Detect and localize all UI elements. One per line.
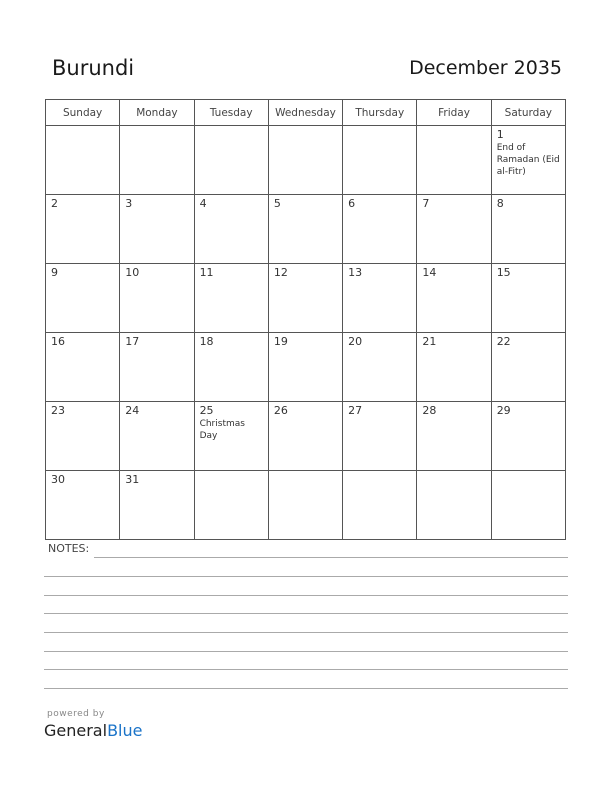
calendar-day-cell (194, 126, 268, 195)
weekday-friday: Friday (417, 100, 491, 126)
calendar-day-cell (268, 333, 342, 402)
calendar-day-cell (417, 333, 491, 402)
holiday-label: Christmas Day (199, 419, 245, 441)
day-number: 10 (125, 266, 140, 279)
day-number: 31 (125, 473, 140, 486)
powered-by-text: powered by (47, 709, 105, 719)
day-number: 5 (273, 197, 281, 210)
calendar-week-row (46, 126, 566, 195)
day-number: 18 (199, 335, 214, 348)
day-number: 15 (496, 266, 511, 279)
calendar-day-cell (194, 333, 268, 402)
calendar-day-cell (491, 471, 565, 540)
notes-line (44, 688, 568, 689)
day-number: 22 (496, 335, 511, 348)
weekday-monday: Monday (120, 100, 194, 126)
calendar-day-cell (194, 264, 268, 333)
calendar-day-cell (343, 195, 417, 264)
day-number: 17 (125, 335, 140, 348)
weekday-saturday: Saturday (491, 100, 565, 126)
calendar-day-cell (194, 195, 268, 264)
calendar-day-cell (46, 195, 120, 264)
calendar-day-cell (417, 471, 491, 540)
day-number: 29 (496, 404, 511, 417)
calendar-day-cell (491, 126, 565, 195)
notes-line (44, 613, 568, 614)
day-number: 11 (199, 266, 214, 279)
day-number: 30 (51, 473, 65, 486)
day-number: 14 (422, 266, 437, 279)
calendar-day-cell (491, 333, 565, 402)
calendar-week-row (46, 264, 566, 333)
day-number: 9 (51, 266, 58, 279)
day-number: 21 (422, 335, 437, 348)
calendar-day-cell (343, 471, 417, 540)
calendar-day-cell (46, 333, 120, 402)
calendar-country-title: Burundi (52, 56, 135, 80)
calendar-day-cell (120, 471, 194, 540)
notes-line (94, 557, 568, 558)
calendar-day-cell (343, 264, 417, 333)
calendar-day-cell (46, 402, 120, 471)
day-number: 23 (51, 404, 65, 417)
day-number: 13 (348, 266, 363, 279)
calendar-day-cell (120, 126, 194, 195)
brand-general-text: General (44, 721, 108, 740)
calendar-day-cell (343, 333, 417, 402)
calendar-day-cell (268, 402, 342, 471)
calendar-day-cell (120, 402, 194, 471)
day-number: 12 (273, 266, 288, 279)
day-number: 19 (273, 335, 288, 348)
calendar-day-cell (194, 402, 268, 471)
day-number: 28 (422, 404, 437, 417)
calendar-day-cell (417, 264, 491, 333)
calendar-day-cell (46, 126, 120, 195)
calendar-day-cell (417, 195, 491, 264)
calendar-day-cell (268, 195, 342, 264)
calendar-day-cell (46, 264, 120, 333)
calendar-day-cell (417, 402, 491, 471)
day-number: 16 (51, 335, 65, 348)
calendar-day-cell (268, 264, 342, 333)
day-number: 1 (496, 128, 504, 141)
calendar-week-row (46, 333, 566, 402)
weekday-wednesday: Wednesday (268, 100, 342, 126)
day-number: 27 (348, 404, 363, 417)
day-number: 24 (125, 404, 140, 417)
day-number: 4 (199, 197, 207, 210)
day-number: 7 (422, 197, 430, 210)
weekday-header-row (46, 100, 566, 126)
calendar-day-cell (120, 264, 194, 333)
notes-line (44, 595, 568, 596)
calendar-day-cell (343, 402, 417, 471)
day-number: 2 (51, 197, 58, 210)
notes-label: NOTES: (48, 542, 90, 555)
notes-line (44, 576, 568, 577)
calendar-day-cell (120, 333, 194, 402)
calendar-day-cell (417, 126, 491, 195)
notes-line (44, 669, 568, 670)
calendar-day-cell (120, 195, 194, 264)
day-number: 20 (348, 335, 363, 348)
generalblue-logo[interactable] (44, 721, 142, 740)
calendar-grid (45, 99, 566, 540)
weekday-sunday: Sunday (46, 100, 120, 126)
day-number: 6 (348, 197, 356, 210)
calendar-month-title: December 2035 (409, 57, 562, 79)
weekday-tuesday: Tuesday (194, 100, 268, 126)
calendar-day-cell (268, 471, 342, 540)
calendar-day-cell (46, 471, 120, 540)
calendar-week-row (46, 402, 566, 471)
notes-line (44, 651, 568, 652)
calendar-day-cell (491, 264, 565, 333)
weekday-thursday: Thursday (343, 100, 417, 126)
calendar-day-cell (491, 402, 565, 471)
calendar-day-cell (268, 126, 342, 195)
holiday-label: End of Ramadan (Eid al-Fitr) (496, 143, 560, 177)
calendar-week-row (46, 471, 566, 540)
notes-line (44, 632, 568, 633)
day-number: 26 (273, 404, 288, 417)
brand-blue-text: Blue (107, 721, 143, 740)
day-number: 3 (125, 197, 133, 210)
calendar-week-row (46, 195, 566, 264)
calendar-day-cell (491, 195, 565, 264)
calendar-day-cell (343, 126, 417, 195)
calendar-day-cell (194, 471, 268, 540)
day-number: 25 (199, 404, 214, 417)
day-number: 8 (496, 197, 504, 210)
